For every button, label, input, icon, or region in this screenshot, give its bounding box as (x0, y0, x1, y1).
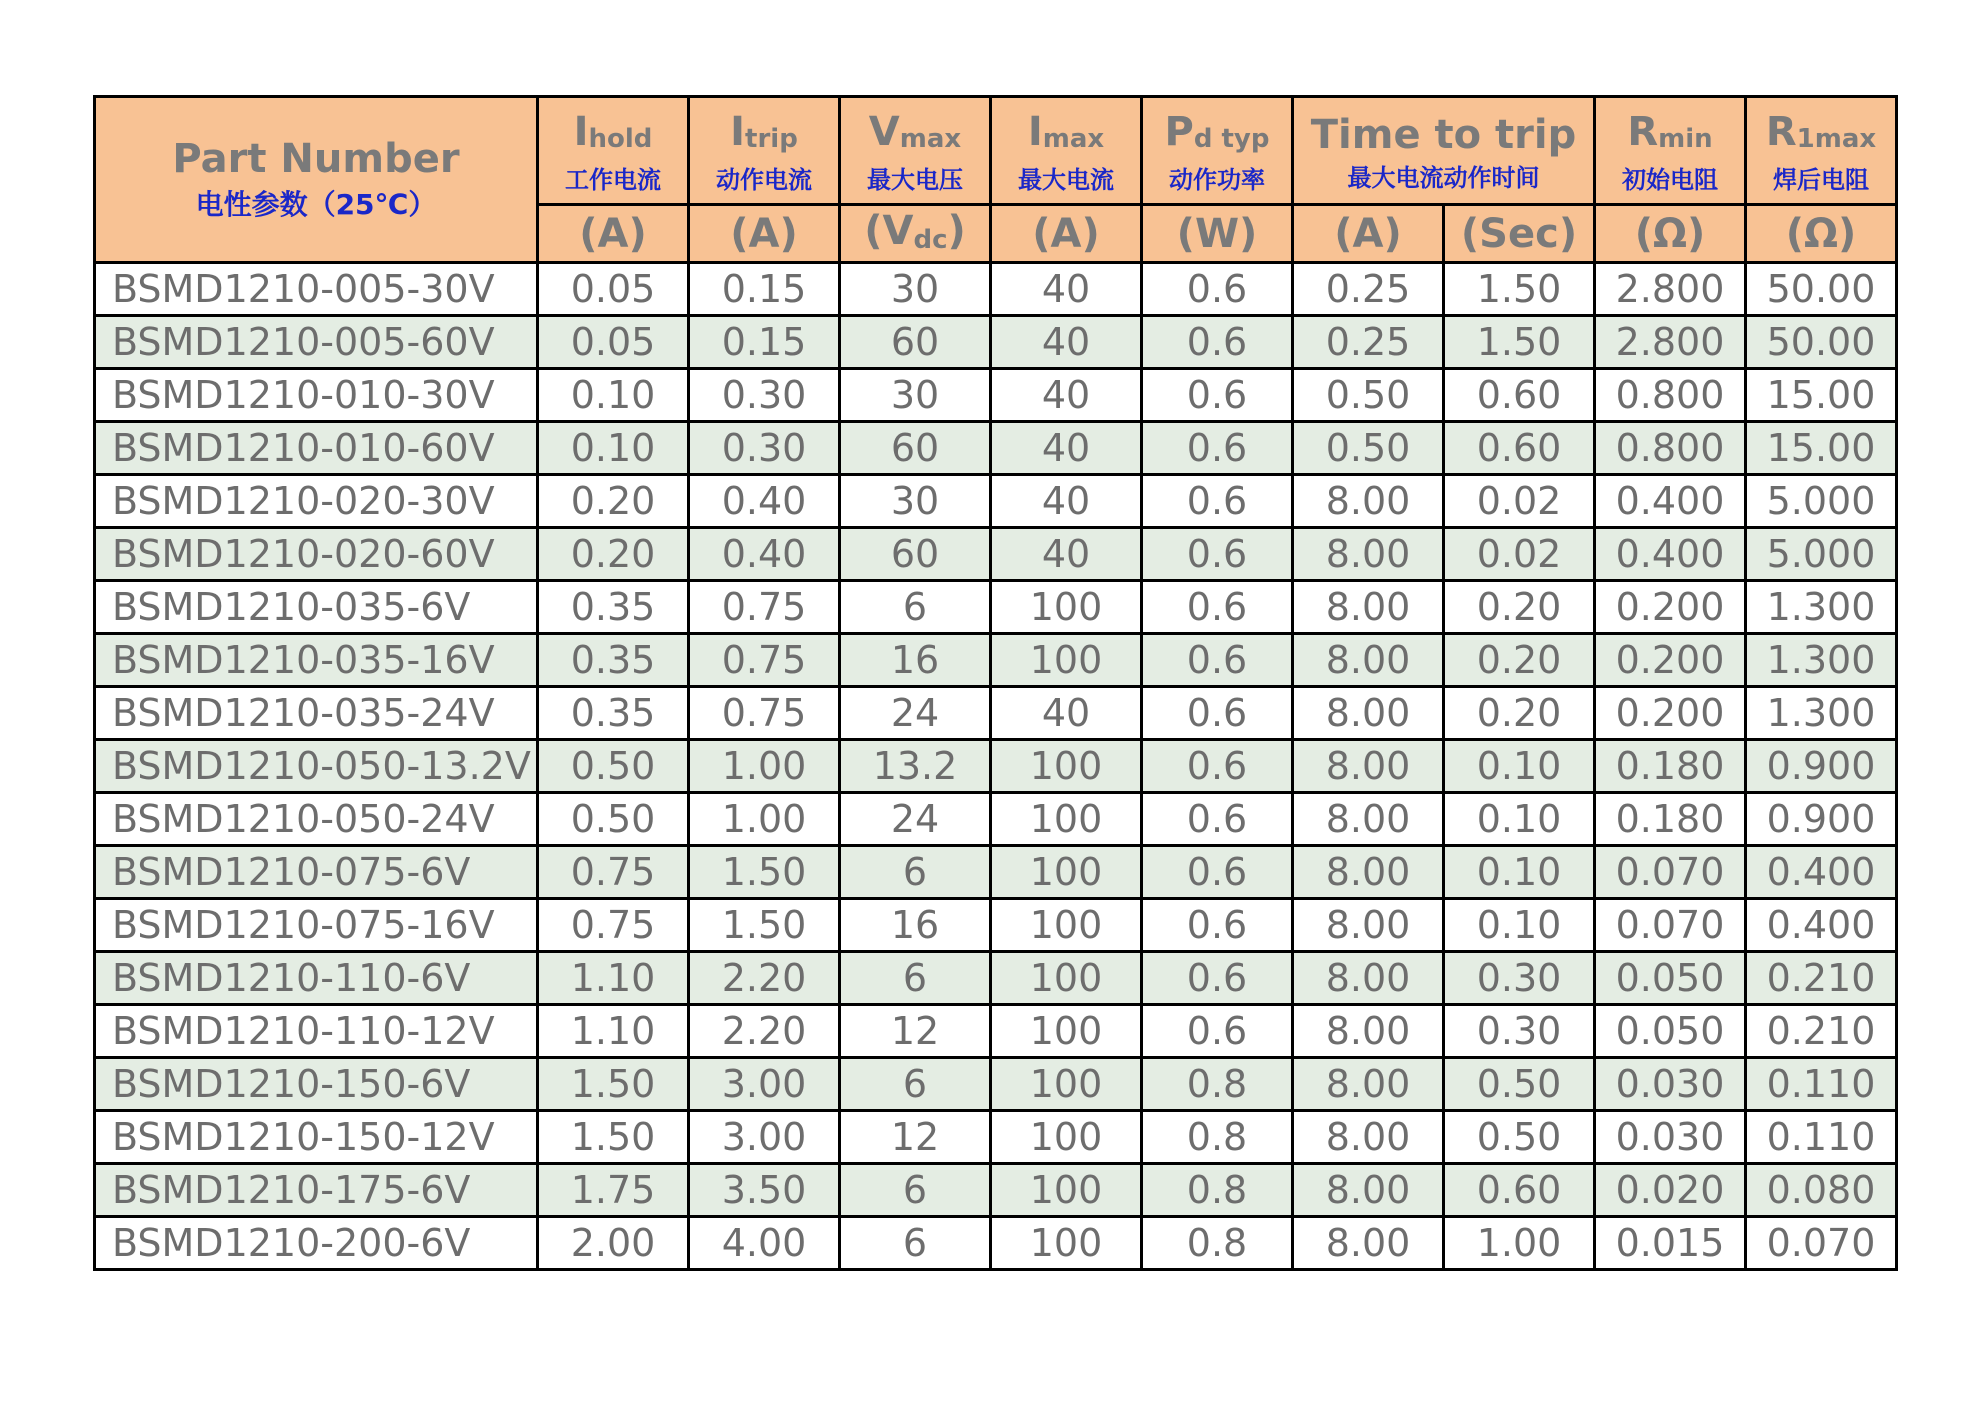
rmin-cell: 0.800 (1595, 369, 1746, 422)
table-row (95, 1164, 1897, 1217)
rmin-cell: 0.015 (1595, 1217, 1746, 1270)
part-number-cell: BSMD1210-200-6V (95, 1217, 538, 1270)
itrip-cell: 0.40 (689, 528, 840, 581)
ihold-cell: 0.20 (538, 528, 689, 581)
trip-current-cell: 8.00 (1293, 846, 1444, 899)
r1max-cell: 1.300 (1746, 687, 1897, 740)
itrip-cell: 0.40 (689, 475, 840, 528)
imax-cell: 40 (991, 369, 1142, 422)
trip-current-cell: 8.00 (1293, 528, 1444, 581)
r1max-cell: 0.900 (1746, 740, 1897, 793)
imax-cell: 40 (991, 422, 1142, 475)
vmax-cell: 60 (840, 528, 991, 581)
itrip-cell: 1.50 (689, 846, 840, 899)
trip-time-cell: 0.10 (1444, 740, 1595, 793)
r1max-cell: 0.110 (1746, 1111, 1897, 1164)
itrip-cell: 0.15 (689, 263, 840, 316)
imax-cell: 100 (991, 952, 1142, 1005)
rmin-cell: 0.200 (1595, 581, 1746, 634)
rmin-cell: 0.050 (1595, 1005, 1746, 1058)
table-row (95, 687, 1897, 740)
part-number-cell: BSMD1210-020-60V (95, 528, 538, 581)
part-number-cell: BSMD1210-010-60V (95, 422, 538, 475)
r1max-header (1746, 97, 1897, 205)
table-row (95, 1217, 1897, 1270)
imax-cell: 40 (991, 687, 1142, 740)
itrip-cell: 4.00 (689, 1217, 840, 1270)
rmin-header (1595, 97, 1746, 205)
pd-cn-label: 动作功率 (1169, 166, 1265, 194)
r1max-cell: 1.300 (1746, 634, 1897, 687)
part-number-cell: BSMD1210-075-16V (95, 899, 538, 952)
part-number-cell: BSMD1210-020-30V (95, 475, 538, 528)
imax-cell: 100 (991, 1111, 1142, 1164)
itrip-cell: 0.15 (689, 316, 840, 369)
trip-time-cell: 0.60 (1444, 422, 1595, 475)
r1max-cell: 15.00 (1746, 422, 1897, 475)
table-row (95, 793, 1897, 846)
ihold-cell: 0.20 (538, 475, 689, 528)
pd-unit: (W) (1142, 205, 1293, 263)
pd-cell: 0.6 (1142, 475, 1293, 528)
imax-cell: 100 (991, 634, 1142, 687)
itrip-cell: 1.00 (689, 740, 840, 793)
imax-cell: 40 (991, 263, 1142, 316)
pd-cell: 0.6 (1142, 581, 1293, 634)
imax-cn-label: 最大电流 (1018, 166, 1114, 194)
trip-current-cell: 8.00 (1293, 1164, 1444, 1217)
part-number-cell: BSMD1210-035-24V (95, 687, 538, 740)
rmin-cell: 0.180 (1595, 740, 1746, 793)
itrip-cell: 2.20 (689, 952, 840, 1005)
itrip-cell: 0.75 (689, 687, 840, 740)
vmax-cell: 6 (840, 846, 991, 899)
r1max-cell: 5.000 (1746, 475, 1897, 528)
imax-symbol: $I_{max}$ (1027, 109, 1105, 155)
rmin-cell: 0.050 (1595, 952, 1746, 1005)
ihold-cell: 0.05 (538, 316, 689, 369)
table-row (95, 634, 1897, 687)
trip-current-cell: 8.00 (1293, 581, 1444, 634)
trip-time-cell: 1.50 (1444, 316, 1595, 369)
rmin-cell: 0.070 (1595, 846, 1746, 899)
r1max-cell: 5.000 (1746, 528, 1897, 581)
r1max-cell: 0.400 (1746, 846, 1897, 899)
r1max-cell: 50.00 (1746, 316, 1897, 369)
trip-current-cell: 8.00 (1293, 1005, 1444, 1058)
ihold-cell: 0.75 (538, 899, 689, 952)
rmin-cn-label: 初始电阻 (1622, 166, 1718, 194)
rmin-cell: 0.200 (1595, 634, 1746, 687)
table-row (95, 316, 1897, 369)
table-row (95, 952, 1897, 1005)
trip-time-cell: 0.02 (1444, 475, 1595, 528)
trip-time-cell: 0.30 (1444, 952, 1595, 1005)
table-row (95, 422, 1897, 475)
ihold-unit: (A) (538, 205, 689, 263)
imax-cell: 100 (991, 899, 1142, 952)
r1max-cn-label: 焊后电阻 (1773, 166, 1869, 194)
itrip-header (689, 97, 840, 205)
rmin-cell: 0.400 (1595, 528, 1746, 581)
rmin-cell: 2.800 (1595, 263, 1746, 316)
pd-header (1142, 97, 1293, 205)
part-number-cell: BSMD1210-075-6V (95, 846, 538, 899)
vmax-cell: 30 (840, 475, 991, 528)
pd-symbol: $P_{d typ}$ (1164, 109, 1270, 155)
ihold-cell: 0.35 (538, 581, 689, 634)
r1max-cell: 0.210 (1746, 1005, 1897, 1058)
itrip-cell: 1.50 (689, 899, 840, 952)
part-number-cell: BSMD1210-110-6V (95, 952, 538, 1005)
imax-cell: 100 (991, 581, 1142, 634)
part-number-cell: BSMD1210-005-60V (95, 316, 538, 369)
trip-time-cell: 0.60 (1444, 1164, 1595, 1217)
vmax-symbol: $V_{max}$ (868, 109, 962, 155)
part-number-cell: BSMD1210-050-13.2V (95, 740, 538, 793)
imax-header (991, 97, 1142, 205)
imax-cell: 100 (991, 846, 1142, 899)
ihold-cell: 1.50 (538, 1111, 689, 1164)
trip-current-cell: 8.00 (1293, 1058, 1444, 1111)
imax-cell: 100 (991, 1164, 1142, 1217)
r1max-unit: (Ω) (1746, 205, 1897, 263)
imax-cell: 100 (991, 1005, 1142, 1058)
r1max-cell: 0.070 (1746, 1217, 1897, 1270)
vmax-cell: 30 (840, 263, 991, 316)
part-number-cell: BSMD1210-110-12V (95, 1005, 538, 1058)
vmax-unit: $(V_{dc})$ (840, 205, 991, 263)
trip-current-cell: 8.00 (1293, 740, 1444, 793)
table-row (95, 263, 1897, 316)
ihold-header (538, 97, 689, 205)
trip-current-cell: 0.25 (1293, 316, 1444, 369)
r1max-cell: 0.210 (1746, 952, 1897, 1005)
table-row (95, 846, 1897, 899)
ihold-cell: 2.00 (538, 1217, 689, 1270)
part-number-cell: BSMD1210-005-30V (95, 263, 538, 316)
ihold-cell: 0.05 (538, 263, 689, 316)
ihold-cell: 0.50 (538, 793, 689, 846)
rmin-unit: (Ω) (1595, 205, 1746, 263)
trip-time-cell: 0.02 (1444, 528, 1595, 581)
time-to-trip-current-unit: (A) (1293, 205, 1444, 263)
vmax-cell: 30 (840, 369, 991, 422)
ptc-spec-table (93, 95, 1898, 1271)
pd-cell: 0.6 (1142, 1005, 1293, 1058)
vmax-cell: 12 (840, 1111, 991, 1164)
itrip-cell: 1.00 (689, 793, 840, 846)
rmin-cell: 0.030 (1595, 1058, 1746, 1111)
trip-current-cell: 8.00 (1293, 1111, 1444, 1164)
table-row (95, 475, 1897, 528)
trip-time-cell: 0.20 (1444, 581, 1595, 634)
imax-cell: 40 (991, 316, 1142, 369)
vmax-cell: 60 (840, 316, 991, 369)
part-number-cell: BSMD1210-175-6V (95, 1164, 538, 1217)
rmin-cell: 0.030 (1595, 1111, 1746, 1164)
itrip-unit: (A) (689, 205, 840, 263)
imax-cell: 100 (991, 1058, 1142, 1111)
trip-time-cell: 0.10 (1444, 846, 1595, 899)
itrip-cell: 0.75 (689, 581, 840, 634)
itrip-cn-label: 动作电流 (716, 166, 812, 194)
itrip-cell: 3.00 (689, 1058, 840, 1111)
part-number-cell: BSMD1210-050-24V (95, 793, 538, 846)
pd-cell: 0.8 (1142, 1164, 1293, 1217)
pd-cell: 0.8 (1142, 1058, 1293, 1111)
itrip-symbol: $I_{trip}$ (730, 109, 798, 155)
pd-cell: 0.8 (1142, 1217, 1293, 1270)
pd-cell: 0.6 (1142, 422, 1293, 475)
vmax-cell: 24 (840, 687, 991, 740)
itrip-cell: 0.75 (689, 634, 840, 687)
table-body (95, 263, 1897, 1270)
pd-cell: 0.6 (1142, 846, 1293, 899)
time-to-trip-header (1293, 97, 1595, 205)
table-row (95, 1058, 1897, 1111)
rmin-cell: 2.800 (1595, 316, 1746, 369)
imax-cell: 100 (991, 740, 1142, 793)
trip-current-cell: 8.00 (1293, 634, 1444, 687)
rmin-cell: 0.200 (1595, 687, 1746, 740)
r1max-symbol: $R_{1max}$ (1765, 109, 1877, 155)
r1max-cell: 1.300 (1746, 581, 1897, 634)
pd-cell: 0.6 (1142, 369, 1293, 422)
trip-current-cell: 0.25 (1293, 263, 1444, 316)
trip-time-cell: 0.60 (1444, 369, 1595, 422)
vmax-header (840, 97, 991, 205)
trip-time-cell: 0.10 (1444, 899, 1595, 952)
pd-cell: 0.6 (1142, 263, 1293, 316)
pd-cell: 0.6 (1142, 316, 1293, 369)
trip-time-cell: 1.00 (1444, 1217, 1595, 1270)
time-to-trip-seconds-unit: (Sec) (1444, 205, 1595, 263)
itrip-cell: 0.30 (689, 369, 840, 422)
table-row (95, 1111, 1897, 1164)
table-row (95, 581, 1897, 634)
r1max-cell: 15.00 (1746, 369, 1897, 422)
table-row (95, 899, 1897, 952)
pd-cell: 0.6 (1142, 899, 1293, 952)
itrip-cell: 0.30 (689, 422, 840, 475)
table-header (95, 97, 1897, 263)
trip-current-cell: 8.00 (1293, 687, 1444, 740)
part-number-cell: BSMD1210-035-6V (95, 581, 538, 634)
trip-current-cell: 8.00 (1293, 952, 1444, 1005)
vmax-cell: 16 (840, 634, 991, 687)
vmax-cell: 6 (840, 1217, 991, 1270)
trip-time-cell: 1.50 (1444, 263, 1595, 316)
trip-time-cell: 0.20 (1444, 634, 1595, 687)
ihold-cell: 0.10 (538, 369, 689, 422)
ihold-cell: 1.10 (538, 1005, 689, 1058)
vmax-cell: 6 (840, 581, 991, 634)
imax-cell: 40 (991, 475, 1142, 528)
part-number-cell: BSMD1210-035-16V (95, 634, 538, 687)
r1max-cell: 50.00 (1746, 263, 1897, 316)
ihold-cell: 0.50 (538, 740, 689, 793)
pd-cell: 0.6 (1142, 793, 1293, 846)
imax-unit: (A) (991, 205, 1142, 263)
pd-cell: 0.8 (1142, 1111, 1293, 1164)
trip-current-cell: 8.00 (1293, 899, 1444, 952)
part-number-cell: BSMD1210-150-12V (95, 1111, 538, 1164)
r1max-cell: 0.900 (1746, 793, 1897, 846)
trip-current-cell: 8.00 (1293, 1217, 1444, 1270)
pd-cell: 0.6 (1142, 687, 1293, 740)
pd-cell: 0.6 (1142, 740, 1293, 793)
vmax-cn-label: 最大电压 (867, 166, 963, 194)
r1max-cell: 0.400 (1746, 899, 1897, 952)
rmin-cell: 0.180 (1595, 793, 1746, 846)
ihold-cell: 0.75 (538, 846, 689, 899)
imax-cell: 100 (991, 793, 1142, 846)
pd-cell: 0.6 (1142, 634, 1293, 687)
ihold-cn-label: 工作电流 (565, 166, 661, 194)
rmin-cell: 0.070 (1595, 899, 1746, 952)
rmin-cell: 0.800 (1595, 422, 1746, 475)
table-row (95, 369, 1897, 422)
ihold-symbol: $I_{hold}$ (573, 109, 653, 155)
time-to-trip-cn-label: 最大电流动作时间 (1347, 163, 1540, 192)
itrip-cell: 3.50 (689, 1164, 840, 1217)
trip-time-cell: 0.30 (1444, 1005, 1595, 1058)
itrip-cell: 2.20 (689, 1005, 840, 1058)
vmax-cell: 6 (840, 1058, 991, 1111)
vmax-cell: 6 (840, 1164, 991, 1217)
time-to-trip-title: Time to trip (1310, 111, 1577, 158)
itrip-cell: 3.00 (689, 1111, 840, 1164)
r1max-cell: 0.110 (1746, 1058, 1897, 1111)
r1max-cell: 0.080 (1746, 1164, 1897, 1217)
trip-current-cell: 0.50 (1293, 422, 1444, 475)
ihold-cell: 1.10 (538, 952, 689, 1005)
ihold-cell: 1.50 (538, 1058, 689, 1111)
vmax-cell: 16 (840, 899, 991, 952)
vmax-cell: 24 (840, 793, 991, 846)
rmin-symbol: $R_{min}$ (1627, 109, 1713, 155)
trip-time-cell: 0.50 (1444, 1058, 1595, 1111)
part-number-cell: BSMD1210-150-6V (95, 1058, 538, 1111)
ihold-cell: 1.75 (538, 1164, 689, 1217)
trip-time-cell: 0.50 (1444, 1111, 1595, 1164)
ihold-cell: 0.35 (538, 687, 689, 740)
trip-current-cell: 0.50 (1293, 369, 1444, 422)
vmax-cell: 60 (840, 422, 991, 475)
pd-cell: 0.6 (1142, 952, 1293, 1005)
part-number-title: Part Number (172, 135, 460, 182)
vmax-cell: 6 (840, 952, 991, 1005)
imax-cell: 40 (991, 528, 1142, 581)
part-number-subtitle: 电性参数（25℃） (195, 187, 437, 221)
rmin-cell: 0.020 (1595, 1164, 1746, 1217)
table-row (95, 740, 1897, 793)
imax-cell: 100 (991, 1217, 1142, 1270)
trip-time-cell: 0.20 (1444, 687, 1595, 740)
vmax-cell: 13.2 (840, 740, 991, 793)
table-row (95, 1005, 1897, 1058)
pd-cell: 0.6 (1142, 528, 1293, 581)
trip-current-cell: 8.00 (1293, 475, 1444, 528)
vmax-cell: 12 (840, 1005, 991, 1058)
part-number-header (95, 97, 538, 263)
trip-time-cell: 0.10 (1444, 793, 1595, 846)
ihold-cell: 0.10 (538, 422, 689, 475)
trip-current-cell: 8.00 (1293, 793, 1444, 846)
rmin-cell: 0.400 (1595, 475, 1746, 528)
table-row (95, 528, 1897, 581)
ihold-cell: 0.35 (538, 634, 689, 687)
part-number-cell: BSMD1210-010-30V (95, 369, 538, 422)
